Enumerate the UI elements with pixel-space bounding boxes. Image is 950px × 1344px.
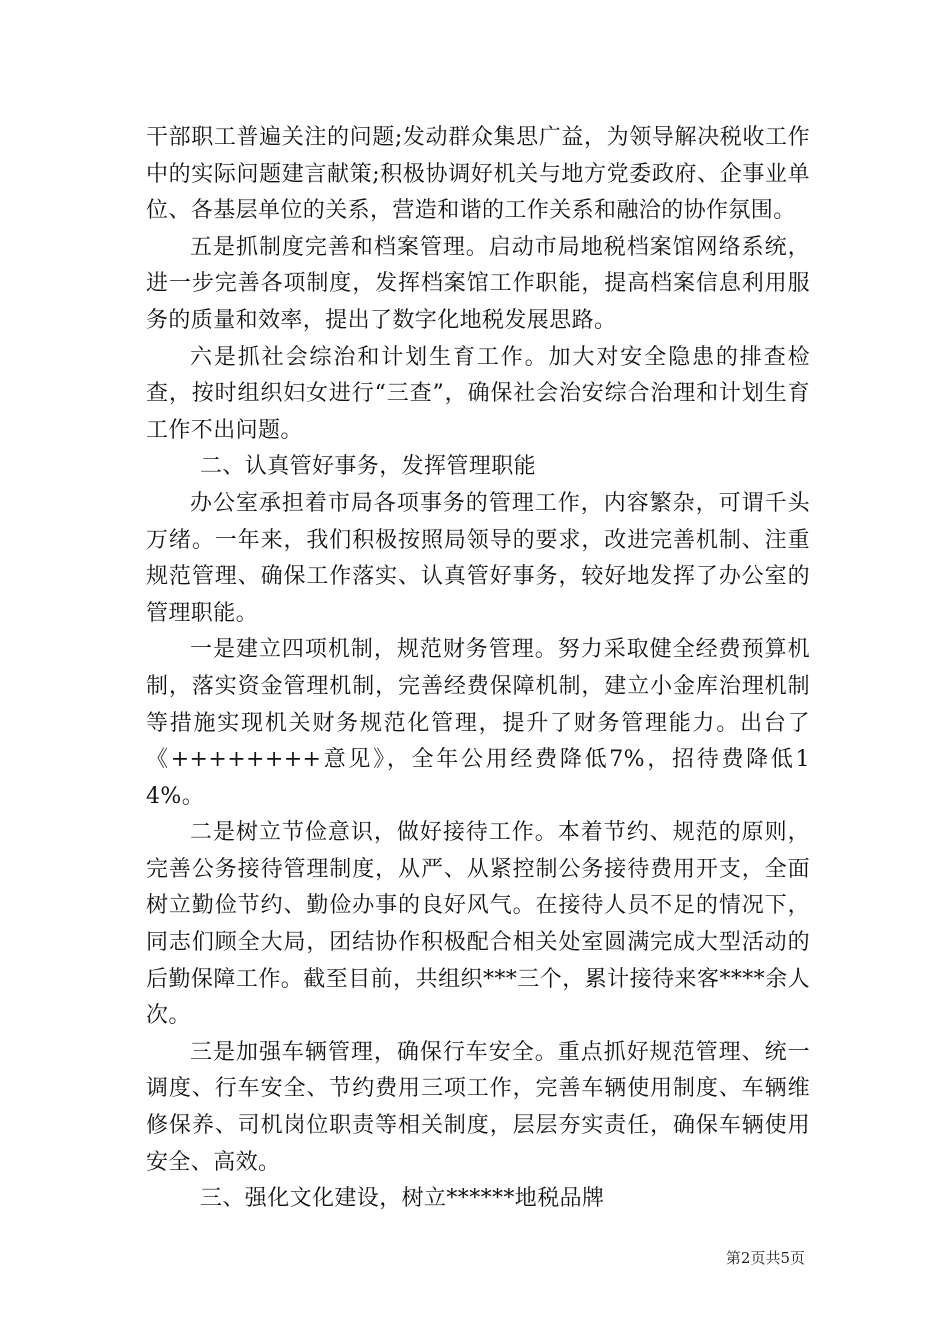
paragraph-continuation: 干部职工普遍关注的问题;发动群众集思广益，为领导解决税收工作中的实际问题建言献策;积极协调好机关与地方党委政府、企事业单位、各基层单位的关系，营造和谐的工作关系和融洽的协作氛围。 [146, 125, 810, 224]
paragraph-archive-management: 五是抓制度完善和档案管理。启动市局地税档案馆网络系统，进一步完善各项制度，发挥档案馆工作职能，提高档案信息利用服务的质量和效率，提出了数字化地税发展思路。 [146, 234, 810, 333]
document-body [146, 120, 810, 1218]
section-heading-2: 二、认真管好事务，发挥管理职能 [200, 454, 537, 480]
paragraph-reception-work: 二是树立节俭意识，做好接待工作。本着节约、规范的原则，完善公务接待管理制度，从严、从紧控制公务接待费用开支，全面树立勤俭节约、勤俭办事的良好风气。在接待人员不足的情况下，同志们顾全大局，团结协作积极配合相关处室圆满完成大型活动的后勤保障工作。截至目前，共组织***三个，累计接待来客****余人次。 [146, 820, 810, 1029]
page-number: 第2页共5页 [725, 1249, 805, 1267]
section-heading-3: 三、强化文化建设，树立******地税品牌 [200, 1186, 605, 1212]
paragraph-social-governance: 六是抓社会综治和计划生育工作。加大对安全隐患的排查检查，按时组织妇女进行“三查”，确保社会治安综合治理和计划生育工作不出问题。 [146, 344, 810, 443]
paragraph-finance-management: 一是建立四项机制，规范财务管理。努力采取健全经费预算机制，落实资金管理机制，完善经费保障机制，建立小金库治理机制等措施实现机关财务规范化管理，提升了财务管理能力。出台了《++++++++意见》，全年公用经费降低7%，招待费降低14%。 [146, 637, 810, 809]
paragraph-office-duties: 办公室承担着市局各项事务的管理工作，内容繁杂，可谓千头万绪。一年来，我们积极按照局领导的要求，改进完善机制、注重规范管理、确保工作落实、认真管好事务，较好地发挥了办公室的管理职能。 [146, 490, 810, 626]
paragraph-vehicle-management: 三是加强车辆管理，确保行车安全。重点抓好规范管理、统一调度、行车安全、节约费用三项工作，完善车辆使用制度、车辆维修保养、司机岗位职责等相关制度，层层夯实责任，确保车辆使用安全、高效。 [146, 1039, 810, 1175]
